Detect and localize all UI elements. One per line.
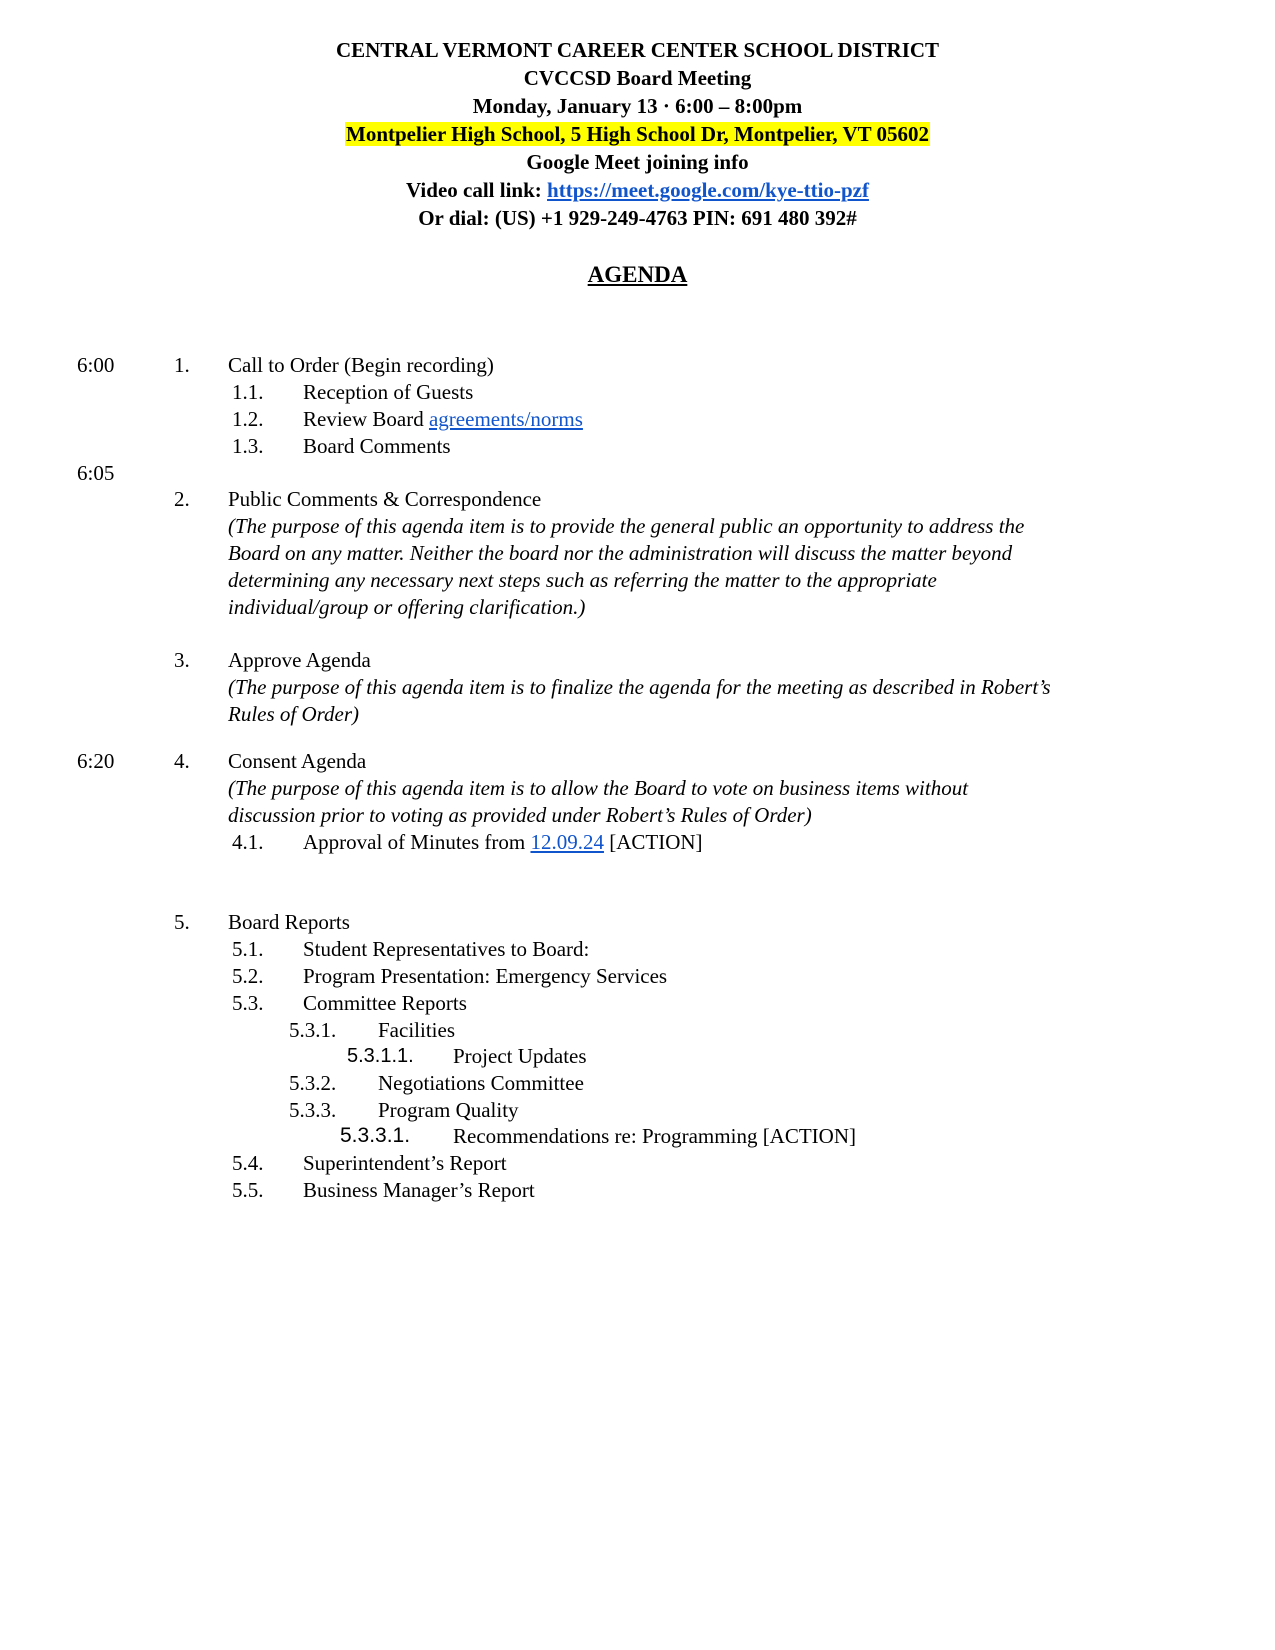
item-description: (The purpose of this agenda item is to provide the general public an opportunity to address the bbox=[228, 514, 1025, 538]
item-label-line bbox=[303, 828, 703, 856]
item-number: 2. bbox=[174, 487, 190, 511]
agenda-item-5-3 bbox=[0, 989, 1275, 1017]
google-meet-info: Google Meet joining info bbox=[526, 150, 749, 174]
item-number: 5.3.2. bbox=[289, 1071, 337, 1095]
meeting-location: Montpelier High School, 5 High School Dr, Montpelier, VT 05602 bbox=[346, 122, 929, 146]
item-time: 6:00 bbox=[77, 353, 115, 377]
item-number: 5.3.3.1. bbox=[340, 1124, 411, 1147]
meeting-datetime: Monday, January 13 · 6:00 – 8:00pm bbox=[472, 94, 803, 118]
item-description: (The purpose of this agenda item is to allow the Board to vote on business items without bbox=[228, 776, 969, 800]
agenda-item-1-1 bbox=[0, 378, 1275, 406]
agenda-item-5-3-2 bbox=[0, 1069, 1275, 1097]
item-number: 5. bbox=[174, 910, 190, 934]
item-3-description-line bbox=[0, 673, 1275, 701]
agenda-item-5-3-3 bbox=[0, 1096, 1275, 1124]
item-label: Student Representatives to Board: bbox=[303, 937, 590, 961]
item-3-description-line bbox=[0, 700, 1275, 728]
item-2-description-line bbox=[0, 566, 1275, 594]
item-time: 6:05 bbox=[77, 461, 115, 485]
item-4-description-line bbox=[0, 774, 1275, 802]
agreements-norms-link[interactable]: agreements/norms bbox=[428, 407, 583, 431]
agenda-item-5-4 bbox=[0, 1149, 1275, 1177]
agenda-item-5-2 bbox=[0, 962, 1275, 990]
item-description: Board on any matter. Neither the board nor the administration will discuss the matter beyond bbox=[228, 541, 1013, 565]
item-description: Rules of Order) bbox=[228, 702, 360, 726]
agenda-item-1-2 bbox=[0, 405, 1275, 433]
item-label: Facilities bbox=[378, 1018, 455, 1042]
dial-in-info: Or dial: (US) +1 929-249-4763 PIN: 691 480 392# bbox=[418, 206, 857, 230]
agenda-heading: AGENDA bbox=[587, 262, 688, 287]
item-description: determining any necessary next steps such as referring the matter to the appropriate bbox=[228, 568, 937, 592]
agenda-item-1-3 bbox=[0, 432, 1275, 460]
agenda-item-4-1 bbox=[0, 828, 1275, 856]
agenda-item-5-3-3-1 bbox=[0, 1122, 1275, 1150]
item-label: Approve Agenda bbox=[228, 648, 371, 672]
item-description: (The purpose of this agenda item is to finalize the agenda for the meeting as described in Robert’s bbox=[228, 675, 1051, 699]
item-label: Program Quality bbox=[378, 1098, 519, 1122]
item-number: 1.2. bbox=[232, 407, 264, 431]
item-label: Consent Agenda bbox=[228, 749, 367, 773]
agenda-item-2 bbox=[0, 485, 1275, 513]
item-description: discussion prior to voting as provided under Robert’s Rules of Order) bbox=[228, 803, 812, 827]
agenda-item-5 bbox=[0, 908, 1275, 936]
item-label: Board Comments bbox=[303, 434, 451, 458]
item-number: 5.4. bbox=[232, 1151, 264, 1175]
item-description: individual/group or offering clarification.) bbox=[228, 595, 586, 619]
item-label: Public Comments & Correspondence bbox=[228, 487, 542, 511]
item-label: Call to Order (Begin recording) bbox=[228, 353, 494, 377]
video-call-link[interactable]: https://meet.google.com/kye-ttio-pzf bbox=[547, 178, 869, 202]
item-label: Project Updates bbox=[453, 1044, 587, 1068]
document-header bbox=[0, 36, 1275, 232]
item-number: 5.3. bbox=[232, 991, 264, 1015]
district-title: CENTRAL VERMONT CAREER CENTER SCHOOL DISTRICT bbox=[335, 38, 940, 62]
item-number: 5.3.1. bbox=[289, 1018, 337, 1042]
item-label: Recommendations re: Programming [ACTION] bbox=[453, 1124, 856, 1148]
item-number: 5.3.3. bbox=[289, 1098, 337, 1122]
agenda-item-5-1 bbox=[0, 935, 1275, 963]
item-2-description-line bbox=[0, 512, 1275, 540]
agenda-item-4 bbox=[0, 747, 1275, 775]
item-4-description-line bbox=[0, 801, 1275, 829]
item-label: Business Manager’s Report bbox=[303, 1178, 535, 1202]
item-label: Superintendent’s Report bbox=[303, 1151, 507, 1175]
item-number: 1.3. bbox=[232, 434, 264, 458]
agenda-item-3 bbox=[0, 646, 1275, 674]
agenda-item-5-3-1-1 bbox=[0, 1042, 1275, 1070]
item-label: Reception of Guests bbox=[303, 380, 474, 404]
item-number: 3. bbox=[174, 648, 190, 672]
agenda-item-1 bbox=[0, 351, 1275, 379]
item-2-description-line bbox=[0, 593, 1275, 621]
item-label: Approval of Minutes from bbox=[303, 830, 531, 854]
item-label: Negotiations Committee bbox=[378, 1071, 584, 1095]
agenda-item-5-5 bbox=[0, 1176, 1275, 1204]
item-2-description-line bbox=[0, 539, 1275, 567]
item-number: 4.1. bbox=[232, 830, 264, 854]
item-number: 4. bbox=[174, 749, 190, 773]
video-call-label: Video call link: bbox=[406, 178, 548, 202]
item-label: Review Board bbox=[303, 407, 429, 431]
item-number: 1. bbox=[174, 353, 190, 377]
item-label: Board Reports bbox=[228, 910, 350, 934]
item-label: Committee Reports bbox=[303, 991, 467, 1015]
item-number: 1.1. bbox=[232, 380, 264, 404]
item-number: 5.1. bbox=[232, 937, 264, 961]
item-label: Program Presentation: Emergency Services bbox=[303, 964, 668, 988]
item-label-line bbox=[303, 405, 583, 433]
item-suffix: [ACTION] bbox=[603, 830, 703, 854]
item-number: 5.2. bbox=[232, 964, 264, 988]
meeting-location-line bbox=[0, 120, 1275, 148]
minutes-link[interactable]: 12.09.24 bbox=[530, 830, 604, 854]
agenda-item-5-3-1 bbox=[0, 1016, 1275, 1044]
video-call-line bbox=[0, 176, 1275, 204]
time-marker-605 bbox=[0, 459, 1275, 487]
item-number: 5.3.1.1. bbox=[347, 1045, 414, 1067]
meeting-title: CVCCSD Board Meeting bbox=[523, 66, 752, 90]
item-time: 6:20 bbox=[77, 749, 115, 773]
item-number: 5.5. bbox=[232, 1178, 264, 1202]
